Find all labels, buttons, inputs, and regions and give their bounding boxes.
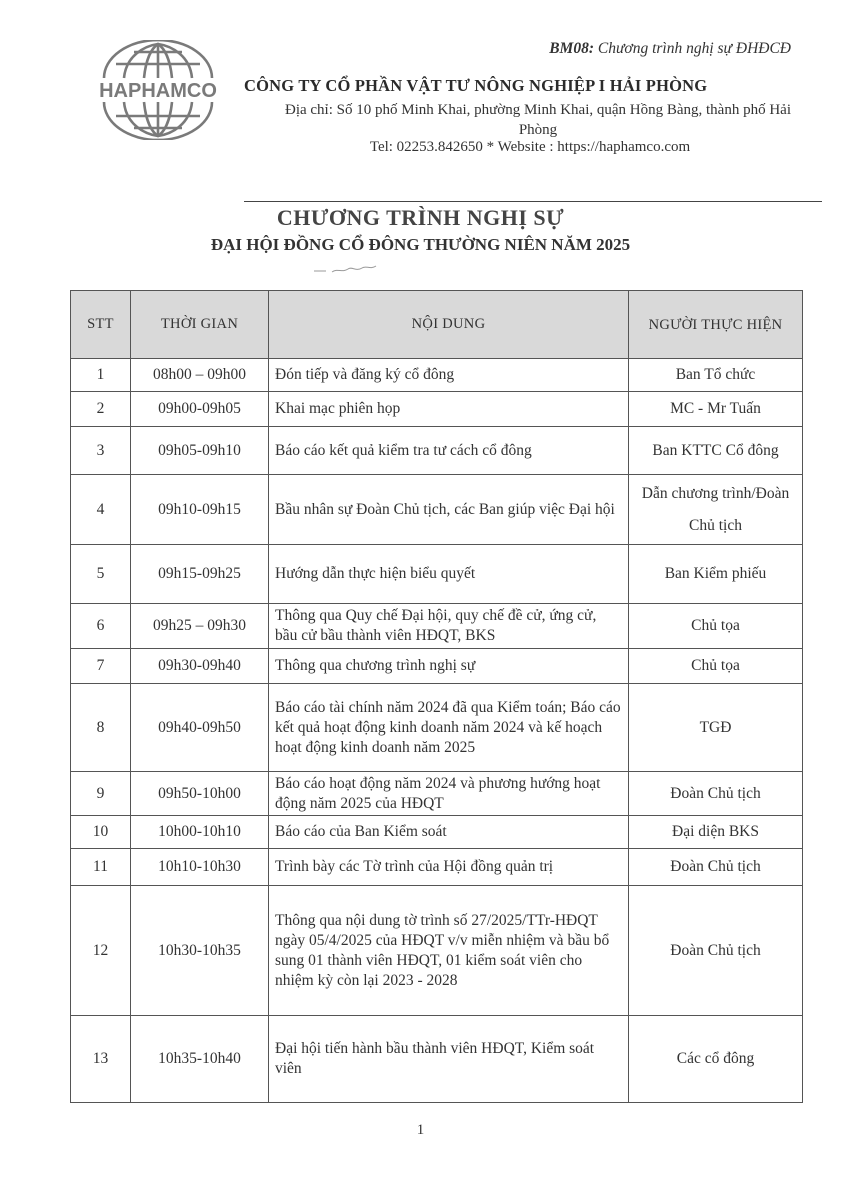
header-stt: STT [71,291,131,359]
company-contact: Tel: 02253.842650 * Website : https://haphamco.com [369,139,691,155]
header-content: NỘI DUNG [269,291,629,359]
row-content: Báo cáo kết quả kiểm tra tư cách cổ đông [269,427,629,475]
page-title: CHƯƠNG TRÌNH NGHỊ SỰ [276,205,565,230]
row-content: Hướng dẫn thực hiện biểu quyết [269,545,629,604]
row-time: 09h05-09h10 [131,427,269,475]
row-time: 09h30-09h40 [131,649,269,684]
row-time: 09h00-09h05 [131,392,269,427]
row-person: Đoàn Chủ tịch [629,772,803,816]
row-content: Đón tiếp và đăng ký cổ đông [269,359,629,392]
row-person: Ban KTTC Cổ đông [629,427,803,475]
table-row [71,684,803,772]
row-stt: 6 [71,604,131,649]
row-person: Dẫn chương trình/Đoàn Chủ tịch [629,475,803,545]
row-stt: 1 [71,359,131,392]
table-row [71,649,803,684]
table-row [71,475,803,545]
row-time: 09h25 – 09h30 [131,604,269,649]
table-row [71,816,803,849]
row-stt: 5 [71,545,131,604]
row-time: 08h00 – 09h00 [131,359,269,392]
row-person: Đại diện BKS [629,816,803,849]
table-row [71,359,803,392]
table-row [71,849,803,886]
row-stt: 10 [71,816,131,849]
row-content: Báo cáo tài chính năm 2024 đã qua Kiểm toán; Báo cáo kết quả hoạt động kinh doanh năm 2024 và kế hoạch hoạt động kinh doanh năm 2025 [269,684,629,772]
row-stt: 13 [71,1016,131,1103]
row-stt: 2 [71,392,131,427]
row-time: 09h10-09h15 [131,475,269,545]
row-content: Khai mạc phiên họp [269,392,629,427]
form-code [549,40,791,58]
logo-text: HAPHAMCO [99,80,217,102]
row-content: Báo cáo của Ban Kiểm soát [269,816,629,849]
company-name: CÔNG TY CỔ PHẦN VẬT TƯ NÔNG NGHIỆP I HẢI PHÒNG [244,76,708,95]
table-row [71,604,803,649]
row-stt: 11 [71,849,131,886]
row-stt: 7 [71,649,131,684]
row-time: 09h50-10h00 [131,772,269,816]
row-person: Chủ tọa [629,649,803,684]
row-person: TGĐ [629,684,803,772]
row-content: Trình bày các Tờ trình của Hội đồng quản trị [269,849,629,886]
table-row [71,427,803,475]
row-content: Đại hội tiến hành bầu thành viên HĐQT, Kiểm soát viên [269,1016,629,1103]
table-row [71,886,803,1016]
row-time: 10h30-10h35 [131,886,269,1016]
row-person: Các cổ đông [629,1016,803,1103]
form-code-text: Chương trình nghị sự ĐHĐCĐ [594,40,791,57]
row-person: Đoàn Chủ tịch [629,849,803,886]
form-code-prefix: BM08: [549,40,594,57]
row-content: Thông qua nội dung tờ trình số 27/2025/TTr-HĐQT ngày 05/4/2025 của HĐQT v/v miễn nhiệm và bầu bổ sung 01 thành viên HĐQT, 01 kiểm soát viên cho nhiệm kỳ còn lại 2023 - 2028 [269,886,629,1016]
header-time: THỜI GIAN [131,291,269,359]
signature-scribble-icon [312,262,382,276]
table-row [71,1016,803,1103]
company-logo [86,40,230,140]
table-row [71,545,803,604]
table-header-row [71,291,803,359]
row-time: 10h10-10h30 [131,849,269,886]
row-time: 10h00-10h10 [131,816,269,849]
table-row [71,392,803,427]
page-number: 1 [416,1122,425,1138]
row-time: 10h35-10h40 [131,1016,269,1103]
row-time: 09h15-09h25 [131,545,269,604]
table-row [71,772,803,816]
row-person: Chủ tọa [629,604,803,649]
row-person: MC - Mr Tuấn [629,392,803,427]
header-divider [244,201,822,202]
row-stt: 4 [71,475,131,545]
header-person: NGƯỜI THỰC HIỆN [629,291,803,359]
row-content: Thông qua Quy chế Đại hội, quy chế đề cử, ứng cử, bầu cử bầu thành viên HĐQT, BKS [269,604,629,649]
row-person: Đoàn Chủ tịch [629,886,803,1016]
row-content: Bầu nhân sự Đoàn Chủ tịch, các Ban giúp việc Đại hội [269,475,629,545]
globe-logo-icon [86,40,230,140]
row-stt: 3 [71,427,131,475]
company-address: Địa chỉ: Số 10 phố Minh Khai, phường Minh Khai, quận Hồng Bàng, thành phố Hải Phòng [284,102,791,138]
row-person: Ban Kiểm phiếu [629,545,803,604]
page-subtitle: ĐẠI HỘI ĐỒNG CỔ ĐÔNG THƯỜNG NIÊN NĂM 2025 [210,235,631,254]
row-stt: 8 [71,684,131,772]
row-person: Ban Tổ chức [629,359,803,392]
agenda-table [70,290,803,1103]
row-stt: 9 [71,772,131,816]
row-content: Báo cáo hoạt động năm 2024 và phương hướng hoạt động năm 2025 của HĐQT [269,772,629,816]
row-content: Thông qua chương trình nghị sự [269,649,629,684]
row-time: 09h40-09h50 [131,684,269,772]
row-stt: 12 [71,886,131,1016]
